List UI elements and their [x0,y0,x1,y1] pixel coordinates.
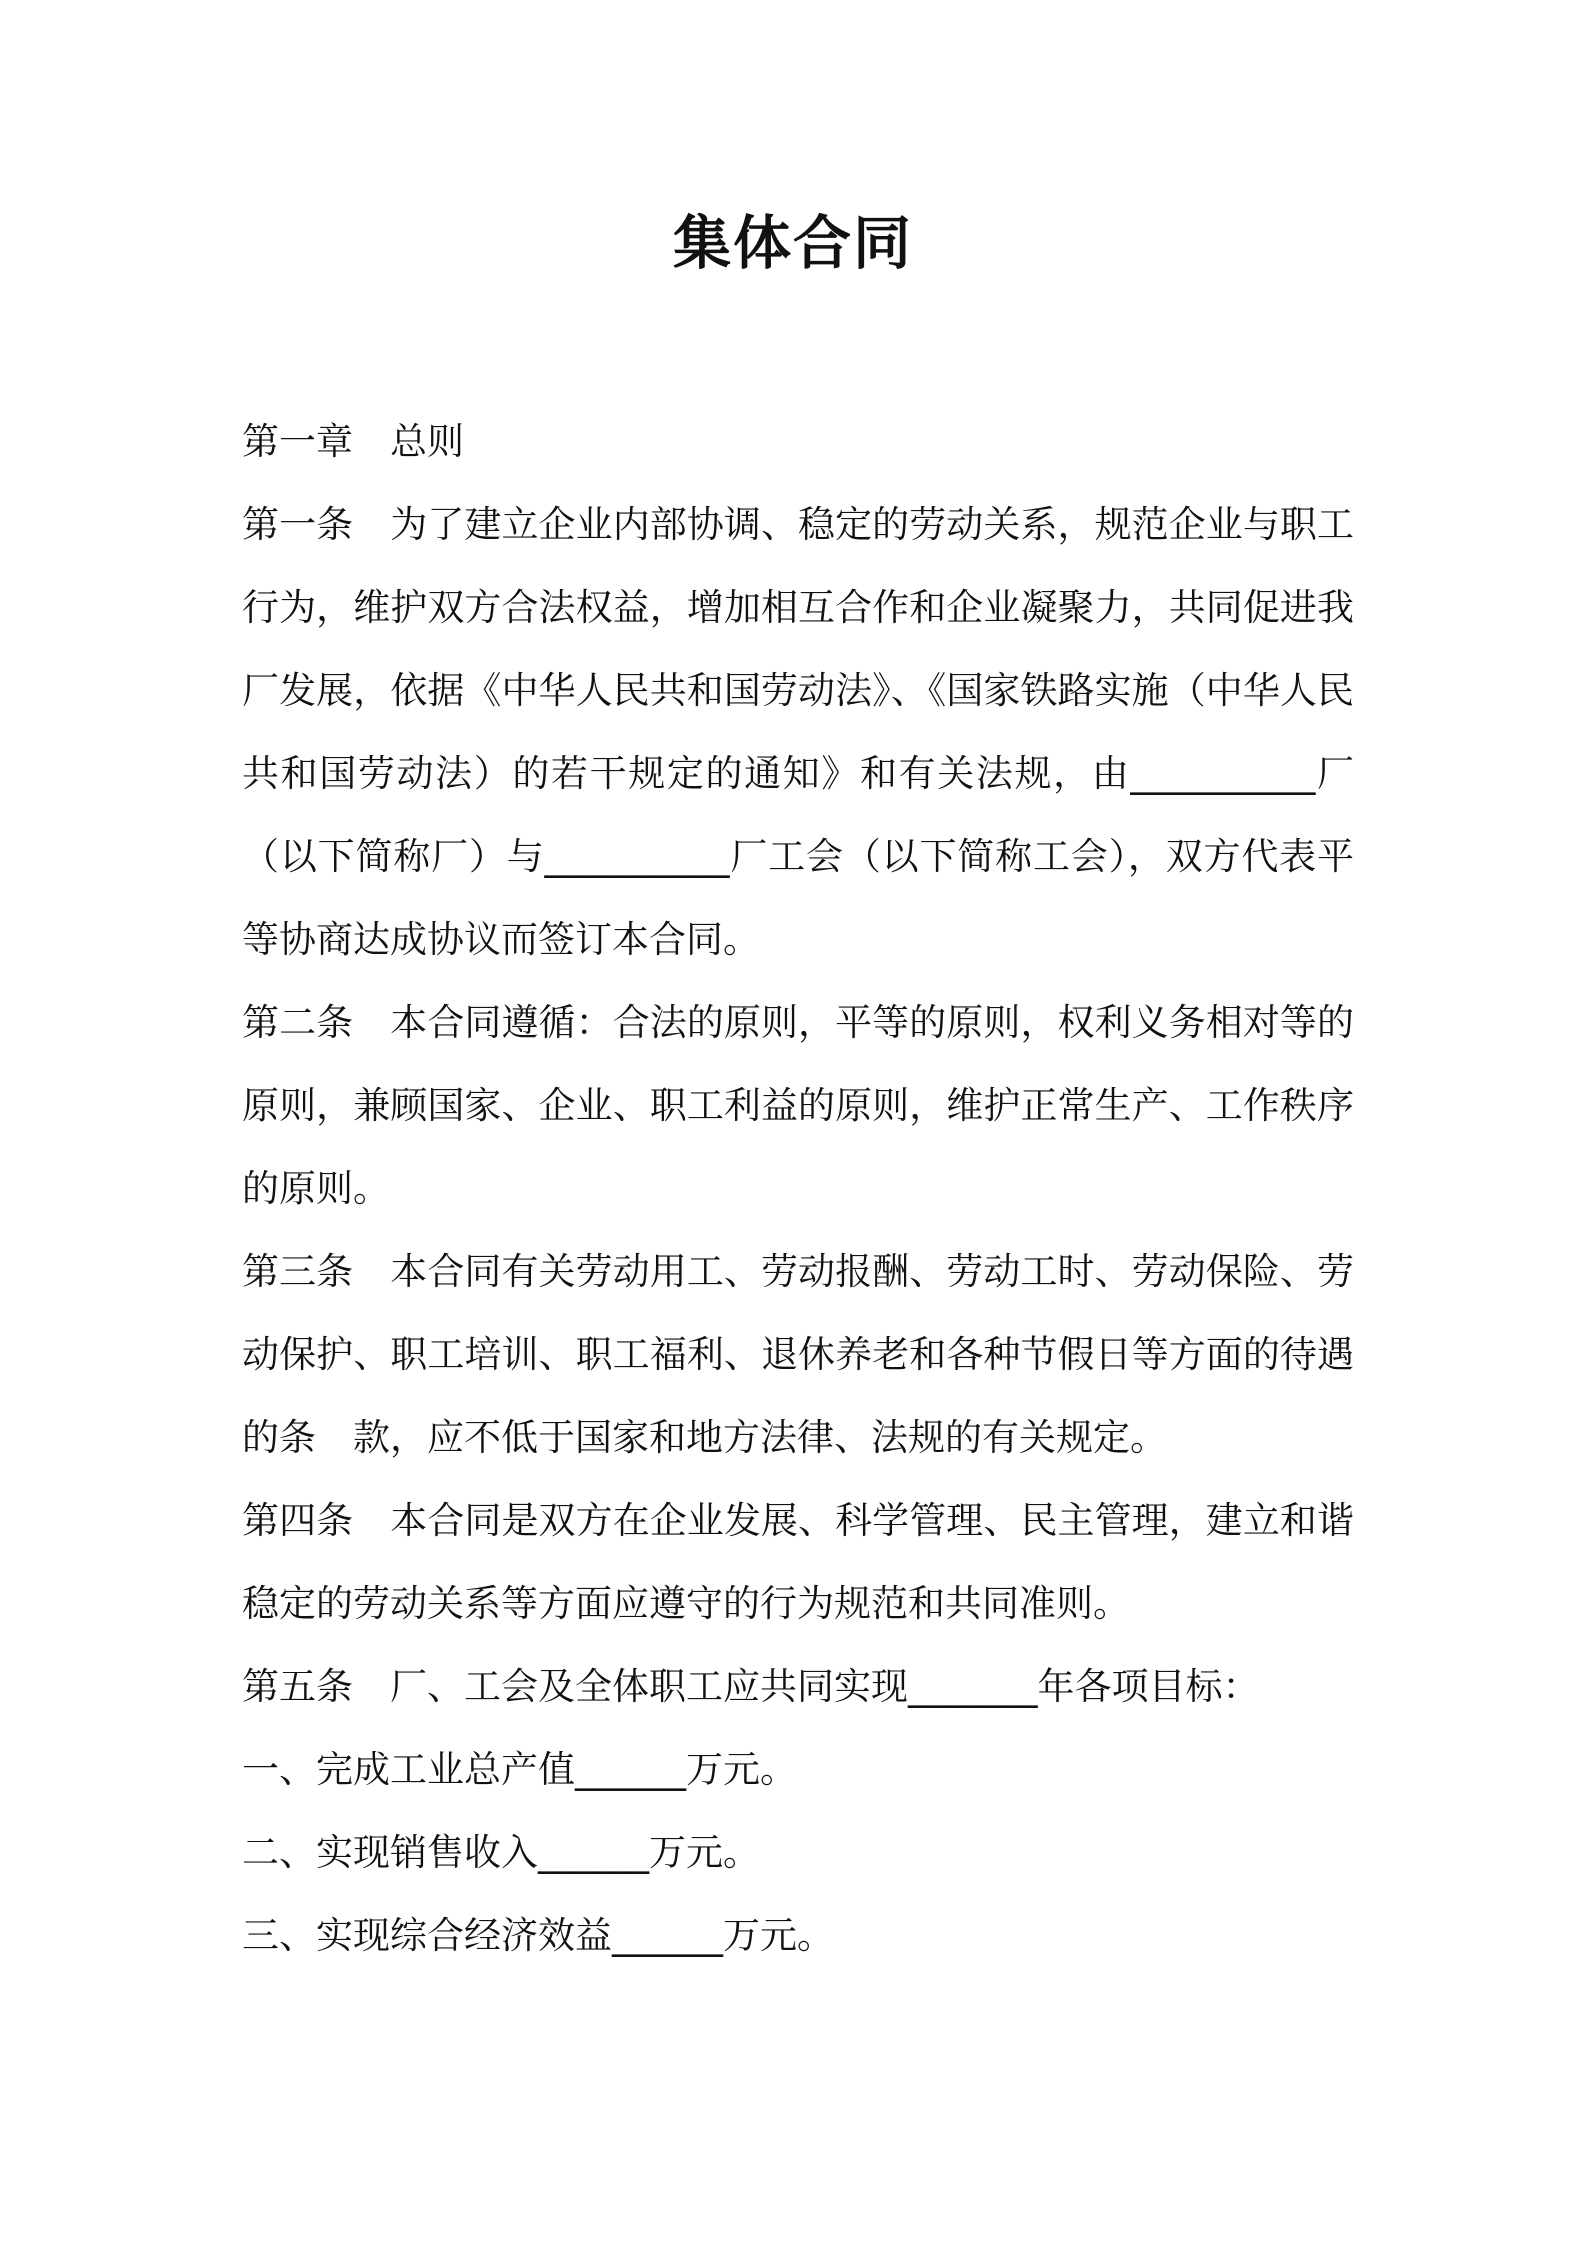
target-item-2: 二、实现销售收入______万元。 [242,1831,760,1874]
article-3: 第三条 本合同有关劳动用工、劳动报酬、劳动工时、劳动保险、劳动保护、职工培训、职工福利、退休养老和各种节假日等方面的待遇的条 款，应不低于国家和地方法律、法规的有关规定。 [242,1250,1354,1459]
article-4: 第四条 本合同是双方在企业发展、科学管理、民主管理，建立和谐稳定的劳动关系等方面应遵守的行为规范和共同准则。 [242,1499,1354,1625]
article-2: 第二条 本合同遵循：合法的原则，平等的原则，权利义务相对等的原则，兼顾国家、企业、职工利益的原则，维护正常生产、工作秩序的原则。 [242,1001,1354,1210]
document-body [242,400,1354,1977]
article-5: 第五条 厂、工会及全体职工应共同实现_______年各项目标： [242,1665,1260,1708]
target-item-3: 三、实现综合经济效益______万元。 [242,1914,834,1957]
document-title: 集体合同 [672,209,913,277]
chapter-heading: 第一章 总则 [242,420,464,463]
article-1: 第一条 为了建立企业内部协调、稳定的劳动关系，规范企业与职工行为，维护双方合法权益，增加相互合作和企业凝聚力，共同促进我厂发展，依据《中华人民共和国劳动法》、《国家铁路实施（中华人民共和国劳动法）的若干规定的通知》和有关法规，由__________厂（以下简称厂）与__________厂工会（以下简称工会），双方代表平等协商达成协议而签订本合同。 [242,503,1354,961]
target-item-1: 一、完成工业总产值______万元。 [242,1748,797,1791]
